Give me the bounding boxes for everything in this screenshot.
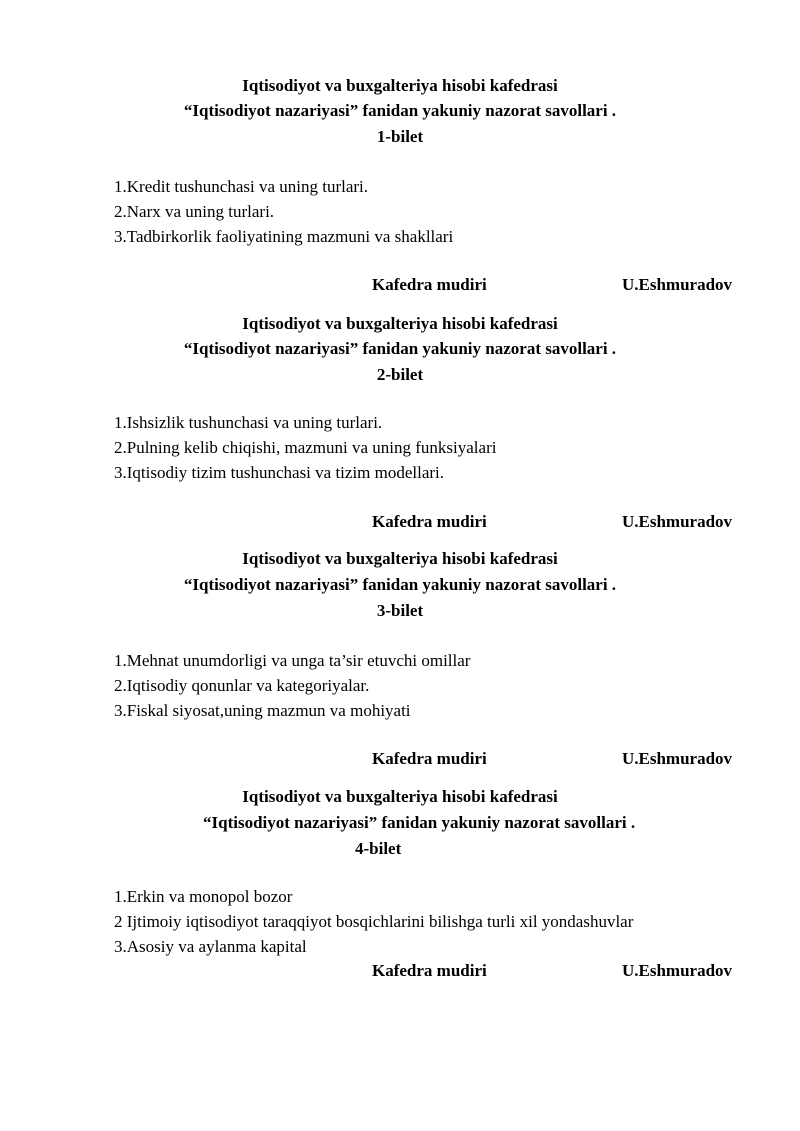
question-1: 1.Kredit tushunchasi va uning turlari. <box>114 177 369 196</box>
question-2: 2 Ijtimoiy iqtisodiyot taraqqiyot bosqichlarini bilishga turli xil yondashuvlar <box>114 912 634 931</box>
signature-role: Kafedra mudiri <box>372 961 487 980</box>
department-heading: Iqtisodiyot va buxgalteriya hisobi kafedrasi <box>242 76 558 95</box>
ticket-label: 1-bilet <box>376 127 424 146</box>
subject-heading: “Iqtisodiyot nazariyasi” fanidan yakuniy nazorat savollari . <box>183 339 617 358</box>
ticket-label: 3-bilet <box>376 601 424 620</box>
signature-name: U.Eshmuradov <box>622 749 733 768</box>
question-3: 3.Asosiy va aylanma kapital <box>114 937 307 956</box>
ticket-label: 2-bilet <box>376 365 424 384</box>
signature-name: U.Eshmuradov <box>622 512 733 531</box>
signature-role: Kafedra mudiri <box>372 275 487 294</box>
signature-name: U.Eshmuradov <box>622 961 733 980</box>
signature-name: U.Eshmuradov <box>622 275 733 294</box>
question-2: 2.Iqtisodiy qonunlar va kategoriyalar. <box>114 676 370 695</box>
question-1: 1.Erkin va monopol bozor <box>114 887 293 906</box>
signature-role: Kafedra mudiri <box>372 512 487 531</box>
subject-heading: “Iqtisodiyot nazariyasi” fanidan yakuniy nazorat savollari . <box>183 101 617 120</box>
signature-role: Kafedra mudiri <box>372 749 487 768</box>
question-3: 3.Iqtisodiy tizim tushunchasi va tizim modellari. <box>114 463 445 482</box>
question-1: 1.Ishsizlik tushunchasi va uning turlari. <box>114 413 383 432</box>
subject-heading: “Iqtisodiyot nazariyasi” fanidan yakuniy nazorat savollari . <box>183 575 617 594</box>
question-2: 2.Pulning kelib chiqishi, mazmuni va uning funksiyalari <box>114 438 497 457</box>
question-1: 1.Mehnat unumdorligi va unga ta’sir etuvchi omillar <box>114 651 471 670</box>
department-heading: Iqtisodiyot va buxgalteriya hisobi kafedrasi <box>242 549 558 568</box>
question-2: 2.Narx va uning turlari. <box>114 202 275 221</box>
subject-heading: “Iqtisodiyot nazariyasi” fanidan yakuniy nazorat savollari . <box>203 813 636 832</box>
department-heading: Iqtisodiyot va buxgalteriya hisobi kafedrasi <box>242 314 558 333</box>
question-3: 3.Tadbirkorlik faoliyatining mazmuni va shakllari <box>114 227 454 246</box>
ticket-label: 4-bilet <box>355 839 402 858</box>
department-heading: Iqtisodiyot va buxgalteriya hisobi kafedrasi <box>242 787 558 806</box>
question-3: 3.Fiskal siyosat,uning mazmun va mohiyati <box>114 701 411 720</box>
